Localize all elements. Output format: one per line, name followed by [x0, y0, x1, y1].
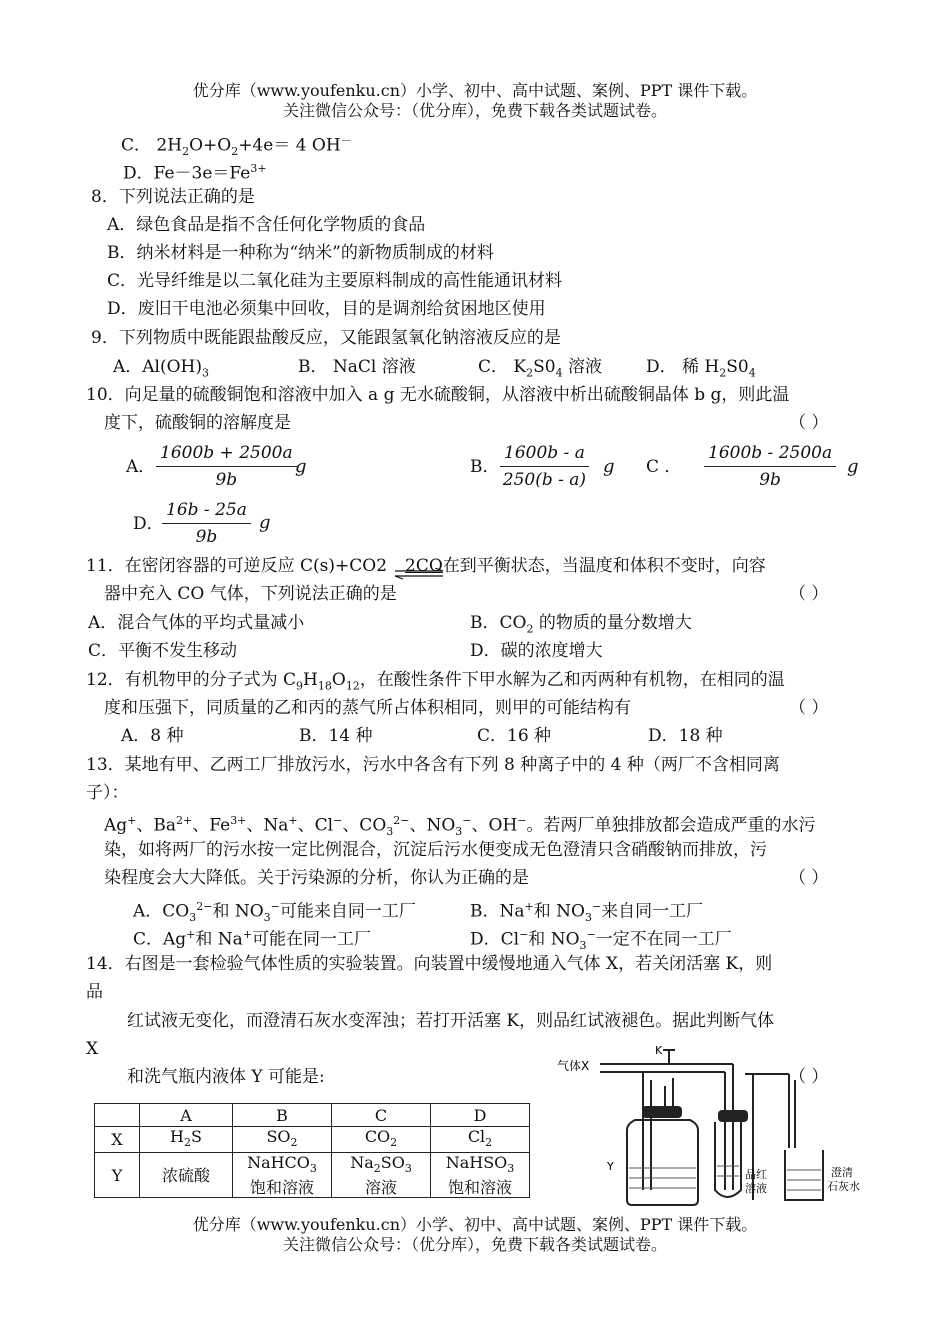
- lime-water-label-1: 澄清: [831, 1166, 853, 1179]
- test-tube: [715, 1122, 741, 1197]
- q11-option-c: C．平衡不发生移动: [88, 641, 238, 661]
- table-cell: [95, 1104, 140, 1127]
- q11-answer-paren: （ ）: [789, 584, 829, 604]
- table-cell: D: [431, 1104, 530, 1127]
- q10-option-c-numerator: 1600b - 2500a: [704, 440, 836, 467]
- q13-stem-line3: Ag+、$Ba^{2+}$、$Fe^{3+}$、Na+、Cl−、$CO_3^{2-}$、$NO_3^-$、OH−。若两厂单独排放都会造成严重的水污: [104, 814, 816, 839]
- q10-option-c-fraction: [704, 440, 836, 493]
- q13-option-d: D．Cl−和 $NO_3^-$一定不在同一工厂: [470, 928, 732, 953]
- q11-option-a: A．混合气体的平均式量减小: [88, 613, 305, 633]
- q11-option-b: B．$CO_2$ 的物质的量分数增大: [470, 613, 692, 636]
- q7-option-c: C． $2H_2O+O_2+4e= 4$ OH－: [121, 134, 352, 159]
- page-header-line2: 关注微信公众号：（优分库），免费下载各类试题试卷。: [282, 101, 667, 120]
- q10-option-b-label: B．: [470, 457, 500, 477]
- pinhong-label-1: 品红: [745, 1168, 767, 1181]
- q13-stem-line1: 13．某地有甲、乙两工厂排放污水，污水中各含有下列 8 种离子中的 4 种（两厂不含相同离: [86, 755, 780, 775]
- q10-stem-line1: 10．向足量的硫酸铜饱和溶液中加入 a g 无水硫酸铜，从溶液中析出硫酸铜晶体 b g，则此温: [86, 385, 790, 405]
- q8-option-c: C．光导纤维是以二氧化硅为主要原料制成的高性能通讯材料: [107, 271, 563, 291]
- q14-stem-line2b: X: [86, 1039, 99, 1059]
- q13-stem-line4: 染，如将两厂的污水按一定比例混合，沉淀后污水便变成无色澄清只含硝酸钠而排放，污: [104, 840, 767, 860]
- q10-answer-paren: （ ）: [789, 413, 829, 433]
- table-cell: $H_2S$: [140, 1127, 233, 1153]
- q10-option-a-fraction: [156, 440, 297, 493]
- q8-option-d: D．废旧干电池必须集中回收，目的是调剂给贫困地区使用: [107, 299, 546, 319]
- pinhong-label-2: 溶液: [745, 1182, 767, 1195]
- q9-option-b: B． NaCl 溶液: [298, 357, 416, 377]
- table-cell: NaHCO$_3$ 饱和溶液: [233, 1153, 332, 1198]
- q14-apparatus-figure: [555, 1040, 875, 1210]
- gas-x-label: 气体X: [557, 1059, 590, 1073]
- table-cell: $CO_2$: [332, 1127, 431, 1153]
- q11-equilibrium-arrow: 2CO: [405, 555, 443, 577]
- q8-option-a: A．绿色食品是指不含任何化学物质的食品: [107, 215, 426, 235]
- q9-stem: 9．下列物质中既能跟盐酸反应，又能跟氢氧化钠溶液反应的是: [91, 328, 561, 348]
- q10-option-d-unit: g: [259, 512, 271, 533]
- q10-option-a-denominator: 9b: [215, 470, 238, 490]
- page-footer-line2: 关注微信公众号：（优分库），免费下载各类试题试卷。: [282, 1235, 667, 1254]
- q14-answer-paren: （ ）: [789, 1067, 829, 1087]
- q11-option-d: D．碳的浓度增大: [470, 641, 603, 661]
- q10-option-d-numerator: 16b - 25a: [162, 497, 251, 524]
- q10-option-a-unit: g: [295, 456, 307, 477]
- q9-option-a: A．$Al(OH)_3$: [113, 357, 210, 380]
- table-row-x: [95, 1127, 530, 1153]
- q10-option-a-numerator: 1600b + 2500a: [156, 440, 297, 467]
- q10-option-b-denominator: 250(b - a): [502, 470, 587, 490]
- table-row-y: [95, 1153, 530, 1198]
- table-cell: B: [233, 1104, 332, 1127]
- q14-stem-line1: 14．右图是一套检验气体性质的实验装置。向装置中缓慢地通入气体 X，若关闭活塞 K，则: [86, 954, 773, 974]
- q13-stem-line2: 子）：: [86, 783, 129, 803]
- page-header-line1: 优分库（www.youfenku.cn）小学、初中、高中试题、案例、PPT 课件下载。: [192, 81, 758, 100]
- q7-option-d: D．$Fe-3e=Fe^{3+}$: [123, 162, 267, 184]
- table-cell: $Na_2SO_3$ 溶液: [332, 1153, 431, 1198]
- table-cell: C: [332, 1104, 431, 1127]
- lime-water-label-2: 石灰水: [827, 1180, 860, 1193]
- q11-stem-line2: 器中充入 CO 气体，下列说法正确的是: [104, 584, 397, 604]
- q14-stem-line1b: 品: [86, 982, 103, 1002]
- table-cell: 浓硫酸: [140, 1153, 233, 1198]
- q10-option-c-label: C ．: [646, 457, 682, 477]
- q11-stem-line1: 11．在密闭容器的可逆反应 C(s)+CO2 2CO 在到平衡状态，当温度和体积不变时，向容: [86, 555, 766, 577]
- q10-option-d-label: D．: [133, 514, 164, 534]
- q10-option-d-denominator: 9b: [195, 527, 218, 547]
- q10-stem-line2: 度下，硫酸铜的溶解度是: [104, 413, 291, 433]
- q14-options-table: [94, 1103, 530, 1198]
- q13-option-a: A．$CO_3^{2-}$和 $NO_3^-$可能来自同一工厂: [133, 900, 416, 925]
- table-cell: X: [95, 1127, 140, 1153]
- q13-option-b: B．Na+和 $NO_3^-$来自同一工厂: [470, 900, 704, 925]
- q12-answer-paren: （ ）: [789, 698, 829, 718]
- q12-option-d: D．18 种: [648, 726, 723, 746]
- q12-stem-line1: 12．有机物甲的分子式为 $C_9H_{18}O_{12}$，在酸性条件下甲水解为乙和丙两种有机物，在相同的温: [86, 670, 785, 693]
- q10-option-b-unit: g: [603, 456, 615, 477]
- table-cell: Y: [95, 1153, 140, 1198]
- q10-option-b-fraction: [500, 440, 589, 493]
- q13-stem-line5: 染程度会大大降低。关于污染源的分析，你认为正确的是: [104, 868, 529, 888]
- q10-option-c-unit: g: [847, 456, 859, 477]
- q14-stem-line2: 红试液无变化，而澄清石灰水变浑浊；若打开活塞 K，则品红试液褪色。据此判断气体: [127, 1011, 775, 1031]
- table-cell: A: [140, 1104, 233, 1127]
- beaker: [785, 1150, 823, 1200]
- table-cell: NaHSO$_3$ 饱和溶液: [431, 1153, 530, 1198]
- wash-bottle: [627, 1120, 698, 1205]
- page-footer-line1: 优分库（www.youfenku.cn）小学、初中、高中试题、案例、PPT 课件下载。: [192, 1215, 758, 1234]
- q8-option-b: B．纳米材料是一种称为“纳米”的新物质制成的材料: [107, 243, 494, 263]
- q12-option-c: C．16 种: [477, 726, 552, 746]
- q12-option-b: B．14 种: [299, 726, 373, 746]
- table-cell: $Cl_2$: [431, 1127, 530, 1153]
- q9-option-c: C． $K_2S0_4$ 溶液: [478, 357, 602, 380]
- q10-option-c-denominator: 9b: [759, 470, 781, 490]
- q10-option-b-numerator: 1600b - a: [500, 440, 589, 467]
- q12-stem-line2: 度和压强下，同质量的乙和丙的蒸气所占体积相同，则甲的可能结构有: [104, 698, 631, 718]
- table-header-row: [95, 1104, 530, 1127]
- q8-stem: 8．下列说法正确的是: [91, 187, 255, 207]
- q9-option-d: D． 稀 $H_2S0_4$: [646, 357, 756, 380]
- q10-option-d-fraction: [162, 497, 251, 550]
- table-cell: $SO_2$: [233, 1127, 332, 1153]
- bottle-stopper: [642, 1106, 682, 1118]
- q13-answer-paren: （ ）: [789, 868, 829, 888]
- q10-option-a-label: A．: [126, 457, 156, 477]
- q14-stem-line3: 和洗气瓶内液体 Y 可能是:: [127, 1067, 325, 1087]
- tube-stopper: [718, 1110, 748, 1122]
- valve-k-label: K: [655, 1044, 663, 1057]
- q12-option-a: A．8 种: [121, 726, 184, 746]
- q13-option-c: C．Ag+和 Na+可能在同一工厂: [133, 928, 372, 950]
- liquid-y-label: Y: [607, 1160, 614, 1173]
